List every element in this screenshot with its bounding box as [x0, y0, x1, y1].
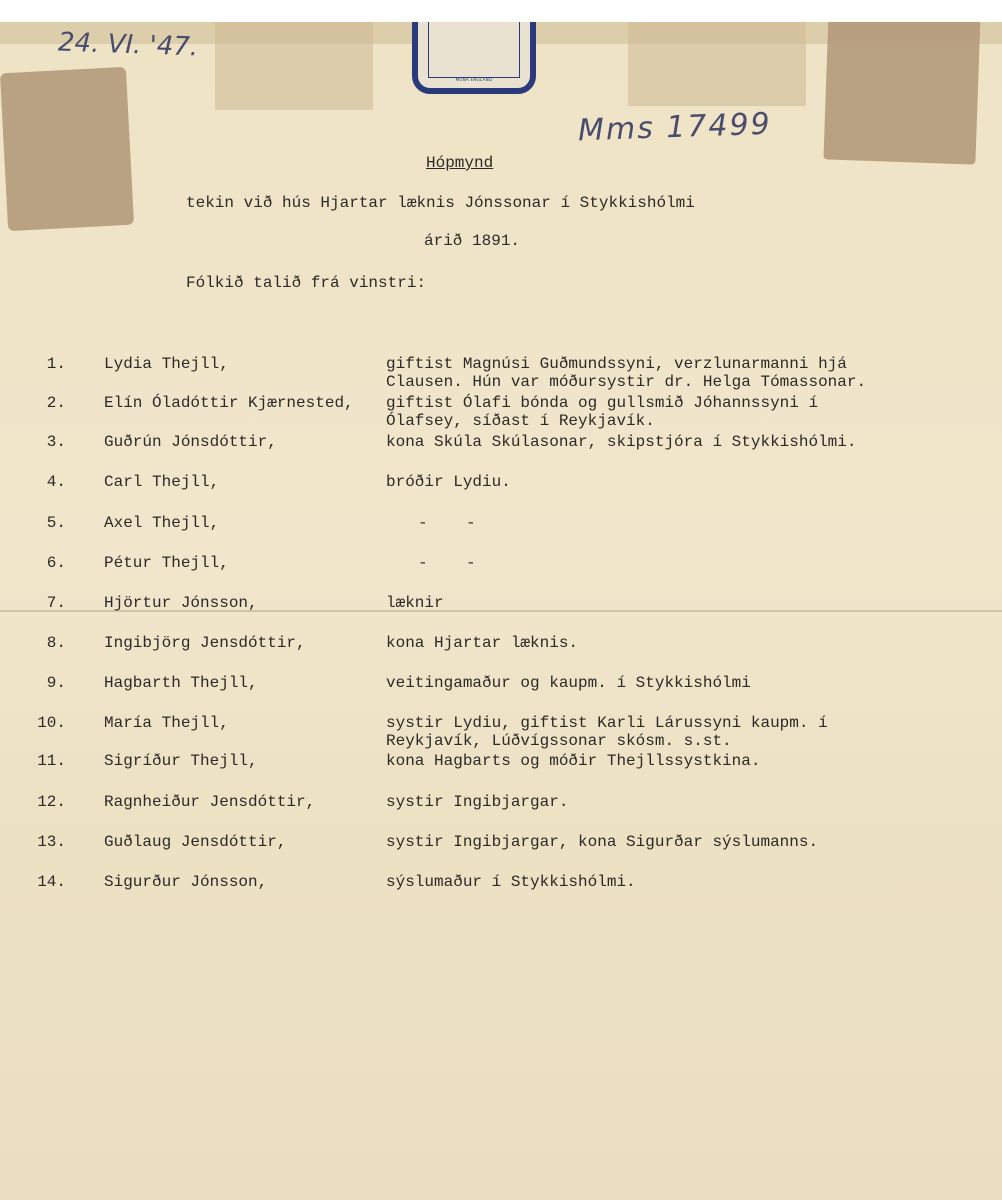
document-subtitle: tekin við hús Hjartar læknis Jónssonar í Stykkishólmi [186, 194, 695, 212]
person-description: kona Hjartar læknis. [386, 634, 579, 652]
person-name: Pétur Thejll, [104, 554, 229, 572]
person-description: sýslumaður í Stykkishólmi. [386, 873, 636, 891]
list-number: 2. [46, 394, 66, 412]
tape-strip [215, 22, 373, 110]
person-description: læknir [386, 594, 444, 612]
list-number: 10. [37, 714, 66, 732]
person-name: Ingibjörg Jensdóttir, [104, 634, 306, 652]
person-description: systir Ingibjargar, kona Sigurðar sýslumanns. [386, 833, 819, 851]
person-description: Clausen. Hún var móðursystir dr. Helga Tómassonar. [386, 373, 867, 391]
list-number: 1. [46, 355, 66, 373]
list-intro: Fólkið talið frá vinstri: [186, 274, 427, 292]
person-name: Sigurður Jónsson, [104, 873, 268, 891]
person-name: Carl Thejll, [104, 473, 220, 491]
tape-strip [628, 22, 806, 106]
stamp-text: MUNA ENGLAND [455, 77, 493, 82]
person-name: Elín Óladóttir Kjærnested, [104, 394, 354, 412]
document-title: Hópmynd [426, 154, 494, 172]
person-name: María Thejll, [104, 714, 229, 732]
person-name: Hjörtur Jónsson, [104, 594, 258, 612]
person-name: Guðlaug Jensdóttir, [104, 833, 287, 851]
list-number: 12. [37, 793, 66, 811]
person-description: veitingamaður og kaupm. í Stykkishólmi [386, 674, 751, 692]
person-name: Hagbarth Thejll, [104, 674, 258, 692]
archive-stamp-label [412, 22, 536, 94]
list-number: 4. [46, 473, 66, 491]
person-name: Ragnheiður Jensdóttir, [104, 793, 316, 811]
list-number: 7. [46, 594, 66, 612]
person-description: giftist Ólafi bónda og gullsmið Jóhannssyni í [386, 394, 819, 412]
person-name: Lydia Thejll, [104, 355, 229, 373]
person-description: bróðir Lydiu. [386, 473, 511, 491]
list-number: 6. [46, 554, 66, 572]
document-page [0, 22, 1002, 1200]
list-number: 9. [46, 674, 66, 692]
tape-residue-right [823, 22, 980, 165]
list-number: 11. [37, 752, 66, 770]
person-description: Reykjavík, Lúðvígssonar skósm. s.st. [386, 732, 732, 750]
manuscript-number: Mms 17499 [577, 106, 773, 149]
list-number: 8. [46, 634, 66, 652]
ditto-marks: - - [418, 554, 476, 572]
list-number: 5. [46, 514, 66, 532]
tape-residue-left [0, 67, 134, 231]
person-description: kona Hagbarts og móðir Thejllssystkina. [386, 752, 761, 770]
person-name: Sigríður Thejll, [104, 752, 258, 770]
person-description: giftist Magnúsi Guðmundssyni, verzlunarmanni hjá [386, 355, 847, 373]
person-description: kona Skúla Skúlasonar, skipstjóra í Stykkishólmi. [386, 433, 857, 451]
list-number: 14. [37, 873, 66, 891]
stamp-inner-border [428, 22, 520, 78]
person-name: Guðrún Jónsdóttir, [104, 433, 277, 451]
list-number: 3. [46, 433, 66, 451]
person-name: Axel Thejll, [104, 514, 220, 532]
person-description: systir Lydiu, giftist Karli Lárussyni kaupm. í [386, 714, 828, 732]
handwritten-date: 24. VI. '47. [57, 27, 199, 63]
person-description: systir Ingibjargar. [386, 793, 569, 811]
document-year: árið 1891. [424, 232, 521, 250]
ditto-marks: - - [418, 514, 476, 532]
person-description: Ólafsey, síðast í Reykjavík. [386, 412, 655, 430]
list-number: 13. [37, 833, 66, 851]
